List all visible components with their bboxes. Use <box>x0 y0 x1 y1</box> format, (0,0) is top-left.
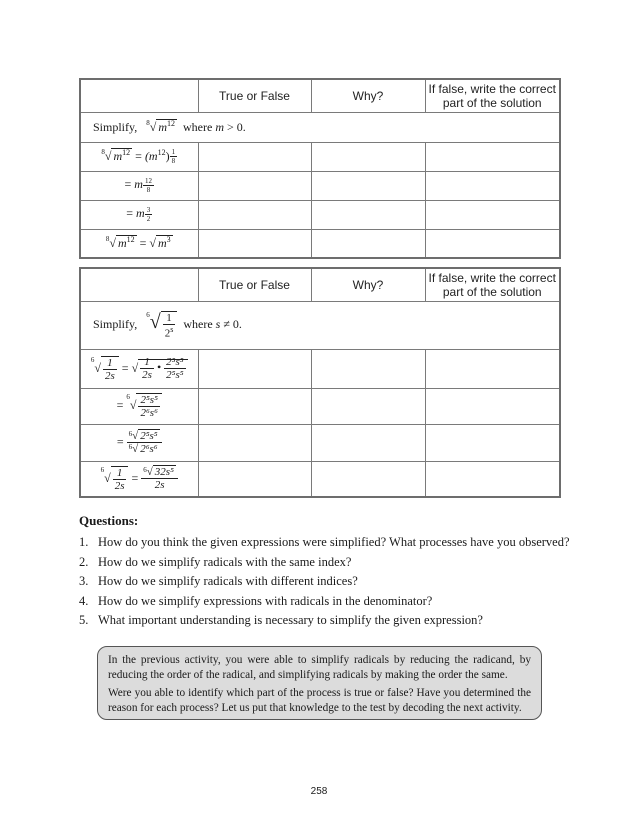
frac-den: 2⁶s⁶ <box>140 407 158 419</box>
problem-statement <box>80 301 560 349</box>
radicand-exp: 12 <box>122 148 131 157</box>
radical-sign: √ <box>149 310 161 333</box>
power-base: m <box>136 206 145 220</box>
step-expression <box>80 424 198 461</box>
frac-den <box>163 325 176 340</box>
correction-cell[interactable] <box>425 142 560 171</box>
radicand <box>116 235 137 250</box>
answer-table-2 <box>79 267 561 498</box>
header-why: Why? <box>311 79 425 112</box>
correction-cell[interactable] <box>425 461 560 497</box>
exp-num: 12 <box>144 177 152 185</box>
problem-statement <box>80 112 560 142</box>
frac-num: 1 <box>103 357 117 370</box>
radicand-base: m <box>117 236 127 251</box>
frac-num: 2⁵s⁵ <box>140 394 158 406</box>
equals-sign: = <box>131 470 139 485</box>
equals-sign: = <box>135 149 142 163</box>
frac-den: 2s <box>114 479 125 492</box>
header-blank <box>80 79 198 112</box>
true-false-cell[interactable] <box>198 229 311 258</box>
radicand <box>156 235 173 250</box>
condition-var: s <box>215 316 221 331</box>
step-expression: $^6$√ $\frac{1}{2s}$ = √ $\frac{1}{2s}$ • $\frac{\text{2⁵s⁵}}{\text{2⁵s⁵}}$ <box>80 349 198 388</box>
table-header-row <box>80 79 560 112</box>
equals-sign: = <box>116 397 124 412</box>
step-expression: $^8$√ $m^{12}$ = √ $m^3$ <box>80 229 198 258</box>
step-expression: $^8$√ $m^{12} = (m^{12})$ $\frac{1}{8}$ <box>80 142 198 171</box>
question-text: How do we simplify expressions with radicals in the denominator? <box>98 593 433 608</box>
step-row <box>80 461 560 497</box>
step-row <box>80 142 560 171</box>
radicand-base: m <box>158 120 167 134</box>
why-cell[interactable] <box>311 349 425 388</box>
correction-cell[interactable] <box>425 388 560 424</box>
radical-index: 6 <box>90 355 95 364</box>
step-row <box>80 229 560 258</box>
equals-sign: = <box>139 236 147 251</box>
step-expression <box>80 200 198 229</box>
question-number: 2. <box>79 554 89 569</box>
list-item <box>79 572 570 592</box>
radicand-fraction <box>111 466 129 492</box>
header-true-false: True or False <box>198 268 311 301</box>
fraction-exponent <box>145 206 153 223</box>
frac-den: 2⁵s⁵ <box>166 369 184 381</box>
frac-num: $^6$√ 32s⁵ <box>141 466 178 479</box>
radicand-fraction <box>101 356 119 382</box>
question-number: 5. <box>79 613 89 627</box>
why-cell[interactable] <box>311 142 425 171</box>
radical-index: 6 <box>126 393 130 401</box>
step-expression <box>80 171 198 200</box>
frac-den: $^6$√ 2⁶s⁶ <box>128 443 158 455</box>
answer-table-1 <box>79 78 561 259</box>
frac-den: 2s <box>105 369 115 382</box>
exp-num: 3 <box>146 206 151 214</box>
power-base: (m <box>144 149 158 163</box>
questions-title: Questions: <box>79 513 139 528</box>
radical-index: 6 <box>128 443 133 451</box>
frac-num: 1 <box>140 356 154 369</box>
equals-sign: = <box>121 360 129 375</box>
fraction-exponent <box>143 177 154 194</box>
page-number: 258 <box>310 786 328 797</box>
problem-label: Simplify, <box>93 316 138 331</box>
close-paren: ) <box>165 149 170 163</box>
radical-index: 8 <box>105 235 110 244</box>
step-row <box>80 349 560 388</box>
radicand: 32s⁵ <box>154 466 174 479</box>
header-why: Why? <box>311 268 425 301</box>
radical-index: 8 <box>101 148 105 156</box>
question-text: How do we simplify radicals with different indices? <box>98 574 358 588</box>
why-cell[interactable] <box>311 424 425 461</box>
correction-cell[interactable] <box>425 200 560 229</box>
fraction <box>127 430 162 455</box>
correction-cell[interactable] <box>425 424 560 461</box>
radical-index: 8 <box>146 119 150 127</box>
radicand: 2⁵s⁵ <box>140 430 158 442</box>
den-base: 2 <box>164 327 171 340</box>
condition-rel: > 0. <box>227 120 246 134</box>
list-item <box>79 533 570 553</box>
exp-den: 8 <box>171 157 176 165</box>
step-expression: $^6$√ $\frac{1}{2s}$ = $\frac{^6√ 32s^5}{2s}$ <box>80 461 198 497</box>
header-correction: If false, write the correct part of the solution <box>425 79 560 112</box>
step-row <box>80 200 560 229</box>
note-paragraph-2: Were you able to identify which part of the process is true or false? Have you determined the reason for each process? Let us put that knowledge to the test by decoding the next activity. <box>108 687 531 714</box>
step-expression: = $^6$√ $\frac{\text{2⁵s⁵}}{\text{2⁶s⁶}}$ <box>80 388 198 424</box>
radicand-exp: 12 <box>167 119 175 128</box>
question-number: 3. <box>79 574 89 588</box>
why-cell[interactable] <box>311 200 425 229</box>
radical-index: 6 <box>128 430 133 438</box>
question-text: How do you think the given expressions were simplified? What processes have you observed? <box>98 535 570 549</box>
radical-index: 6 <box>143 466 147 475</box>
radical-index: 6 <box>146 310 150 319</box>
why-cell[interactable] <box>311 388 425 424</box>
list-item <box>79 553 570 573</box>
condition-word: where <box>183 316 213 331</box>
multiply-dot: • <box>156 360 162 375</box>
question-text: What important understanding is necessary to simplify the given expression? <box>98 613 483 627</box>
question-number: 1. <box>79 535 89 549</box>
frac-num: 2⁵s⁵ <box>166 356 184 368</box>
true-false-cell[interactable] <box>198 461 311 497</box>
step-row <box>80 388 560 424</box>
radicand-base: m <box>113 149 123 163</box>
exp-den: 8 <box>146 186 151 194</box>
radicand <box>138 356 187 381</box>
note-paragraph-1: In the previous activity, you were able to simplify radicals by reducing the radicand, by reducing the order of the radical, and simplifying radicals by making the order the same. <box>108 654 531 681</box>
why-cell[interactable] <box>311 461 425 497</box>
condition-word: where <box>183 120 213 134</box>
equals-sign: = <box>116 434 124 449</box>
problem-label: Simplify, <box>93 120 138 134</box>
radicand: 2⁶s⁶ <box>140 443 158 455</box>
true-false-cell[interactable] <box>198 349 311 388</box>
table-header-row <box>80 268 560 301</box>
correction-cell[interactable] <box>425 171 560 200</box>
fraction <box>140 356 154 381</box>
correction-cell[interactable] <box>425 349 560 388</box>
questions-list <box>79 533 570 631</box>
true-false-cell[interactable] <box>198 200 311 229</box>
radicand-fraction <box>161 311 178 340</box>
radicand <box>156 119 177 134</box>
correction-cell[interactable] <box>425 229 560 258</box>
problem-row <box>80 301 560 349</box>
radical-index: 6 <box>100 465 105 474</box>
radicand-fraction <box>136 393 161 419</box>
true-false-cell[interactable] <box>198 142 311 171</box>
true-false-cell[interactable] <box>198 424 311 461</box>
why-cell[interactable] <box>311 171 425 200</box>
condition-var: m <box>215 120 224 134</box>
question-text: How do we simplify radicals with the same index? <box>98 554 352 569</box>
header-true-false: True or False <box>198 79 311 112</box>
step-row <box>80 424 560 461</box>
header-blank <box>80 268 198 301</box>
power-exp: 12 <box>157 148 166 157</box>
exp-num: 1 <box>171 148 176 156</box>
radicand-base: m <box>157 236 167 251</box>
list-item <box>79 611 570 631</box>
frac-num: 1 <box>163 312 176 325</box>
frac-num: $^6$√ 2⁵s⁵ <box>127 430 162 443</box>
exp-den: 2 <box>146 215 151 223</box>
outer-exponent <box>170 148 178 165</box>
list-item <box>79 592 570 612</box>
power-base: m <box>134 177 143 191</box>
true-false-cell[interactable] <box>198 171 311 200</box>
step-row <box>80 171 560 200</box>
why-cell[interactable] <box>311 229 425 258</box>
radicand-exp: 3 <box>166 235 171 245</box>
fraction <box>141 466 178 491</box>
radicand <box>111 148 132 163</box>
frac-den: 2s <box>142 369 152 381</box>
header-correction: If false, write the correct part of the solution <box>425 268 560 301</box>
radical-sign: √ <box>149 120 157 134</box>
equals-sign: = <box>126 206 134 220</box>
radicand-exp: 12 <box>126 235 135 245</box>
frac-num: 1 <box>113 467 127 480</box>
frac-den: 2s <box>154 479 165 492</box>
true-false-cell[interactable] <box>198 388 311 424</box>
problem-row <box>80 112 560 142</box>
fraction <box>164 356 185 381</box>
den-exp: s <box>170 324 174 334</box>
equals-sign: = <box>124 177 132 191</box>
question-number: 4. <box>79 593 89 608</box>
note-box <box>97 646 542 720</box>
condition-rel: ≠ 0. <box>223 316 242 331</box>
